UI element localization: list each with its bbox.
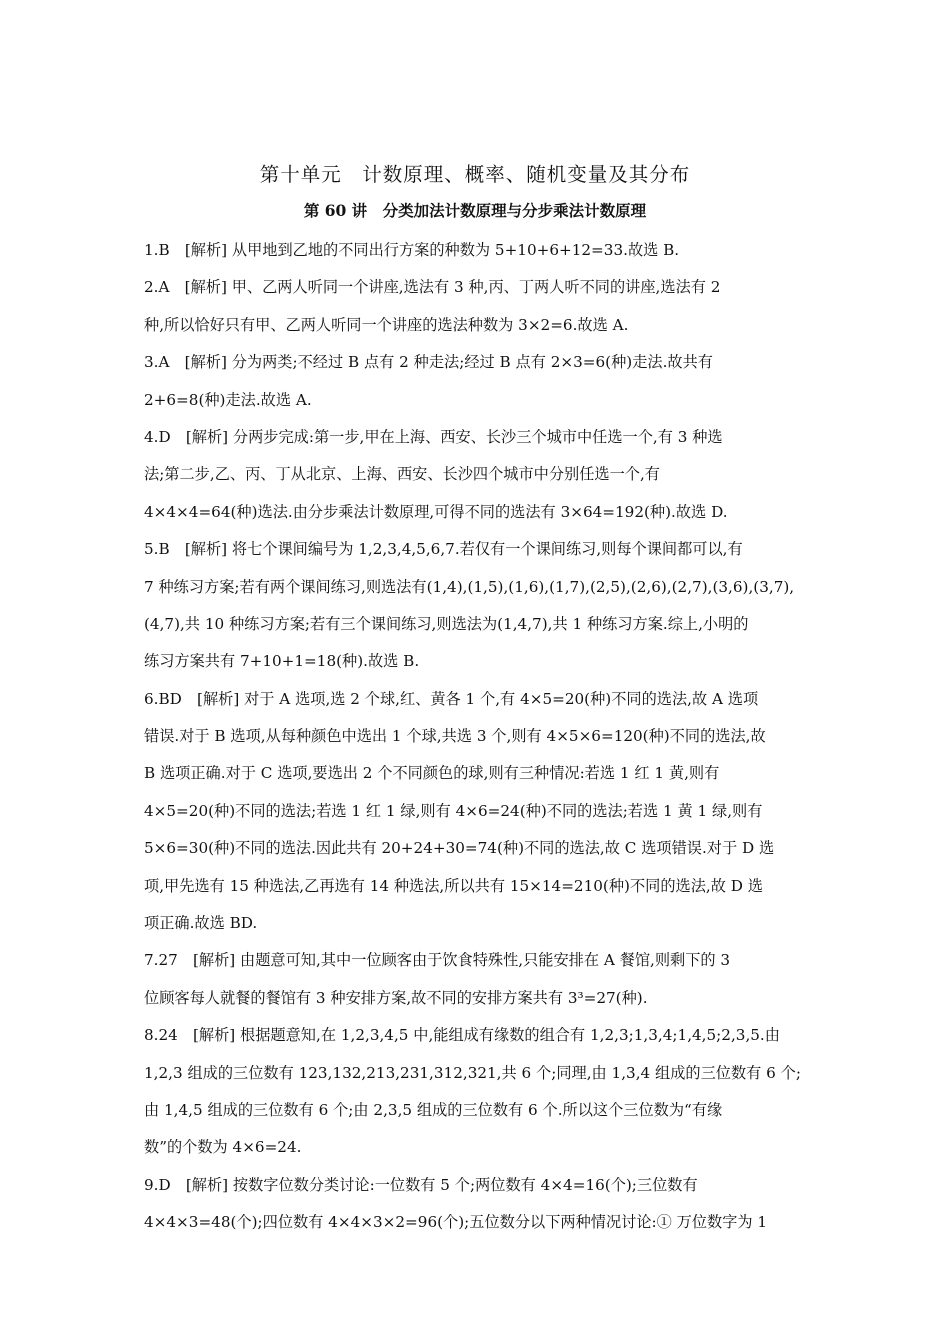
text-line: B 选项正确.对于 C 选项,要选出 2 个不同颜色的球,则有三种情况:若选 1 红 1 黄,则有 xyxy=(144,764,720,783)
lecture-title: 第 60 讲 分类加法计数原理与分步乘法计数原理 xyxy=(303,201,647,220)
text-line: 2.A [解析] 甲、乙两人听同一个讲座,选法有 3 种,丙、丁两人听不同的讲座,选法有 2 xyxy=(144,278,721,297)
text-line: 3.A [解析] 分为两类;不经过 B 点有 2 种走法;经过 B 点有 2×3=6(种)走法.故共有 xyxy=(144,353,713,372)
unit-title: 第十单元 计数原理、概率、随机变量及其分布 xyxy=(259,163,691,186)
solution-text xyxy=(144,232,808,1242)
text-line: 练习方案共有 7+10+1=18(种).故选 B. xyxy=(144,652,420,671)
text-line: (4,7),共 10 种练习方案;若有三个课间练习,则选法为(1,4,7),共 1 种练习方案.综上,小明的 xyxy=(144,614,749,633)
text-line: 5×6=30(种)不同的选法.因此共有 20+24+30=74(种)不同的选法,故 C 选项错误.对于 D 选 xyxy=(144,839,775,858)
text-line: 9.D [解析] 按数字位数分类讨论:一位数有 5 个;两位数有 4×4=16(个);三位数有 xyxy=(144,1175,698,1194)
text-line: 4×5=20(种)不同的选法;若选 1 红 1 绿,则有 4×6=24(种)不同的选法;若选 1 黄 1 绿,则有 xyxy=(144,801,763,820)
text-line: 4.D [解析] 分两步完成:第一步,甲在上海、西安、长沙三个城市中任选一个,有 3 种选 xyxy=(144,427,723,446)
text-line: 4×4×4=64(种)选法.由分步乘法计数原理,可得不同的选法有 3×64=192(种).故选 D. xyxy=(144,502,728,521)
text-line: 7 种练习方案;若有两个课间练习,则选法有(1,4),(1,5),(1,6),(1,7),(2,5),(2,6),(2,7),(3,6),(3,7), xyxy=(144,577,795,596)
text-line: 位顾客每人就餐的餐馆有 3 种安排方案,故不同的安排方案共有 3³=27(种). xyxy=(144,988,648,1007)
text-line: 2+6=8(种)走法.故选 A. xyxy=(144,390,312,409)
text-line: 项,甲先选有 15 种选法,乙再选有 14 种选法,所以共有 15×14=210(种)不同的选法,故 D 选 xyxy=(144,876,763,895)
text-line: 由 1,4,5 组成的三位数有 6 个;由 2,3,5 组成的三位数有 6 个.所以这个三位数为“有缘 xyxy=(144,1100,723,1119)
text-line: 数”的个数为 4×6=24. xyxy=(144,1138,302,1157)
text-line: 1,2,3 组成的三位数有 123,132,213,231,312,321,共 6 个;同理,由 1,3,4 组成的三位数有 6 个; xyxy=(144,1063,801,1082)
text-line: 5.B [解析] 将七个课间编号为 1,2,3,4,5,6,7.若仅有一个课间练习,则每个课间都可以,有 xyxy=(144,540,743,559)
text-line: 1.B [解析] 从甲地到乙地的不同出行方案的种数为 5+10+6+12=33.故选 B. xyxy=(144,241,680,259)
text-line: 6.BD [解析] 对于 A 选项,选 2 个球,红、黄各 1 个,有 4×5=20(种)不同的选法,故 A 选项 xyxy=(144,689,759,708)
text-line: 法;第二步,乙、丙、丁从北京、上海、西安、长沙四个城市中分别任选一个,有 xyxy=(144,465,660,484)
text-line: 4×4×3=48(个);四位数有 4×4×3×2=96(个);五位数分以下两种情况讨论:① 万位数字为 1 xyxy=(144,1213,768,1232)
text-line: 8.24 [解析] 根据题意知,在 1,2,3,4,5 中,能组成有缘数的组合有 1,2,3;1,3,4;1,4,5;2,3,5.由 xyxy=(144,1026,780,1045)
text-line: 项正确.故选 BD. xyxy=(144,914,258,933)
text-line: 种,所以恰好只有甲、乙两人听同一个讲座的选法种数为 3×2=6.故选 A. xyxy=(144,315,629,334)
text-line: 7.27 [解析] 由题意可知,其中一位顾客由于饮食特殊性,只能安排在 A 餐馆,则剩下的 3 xyxy=(144,951,731,970)
text-line: 错误.对于 B 选项,从每种颜色中选出 1 个球,共选 3 个,则有 4×5×6=120(种)不同的选法,故 xyxy=(144,727,766,746)
